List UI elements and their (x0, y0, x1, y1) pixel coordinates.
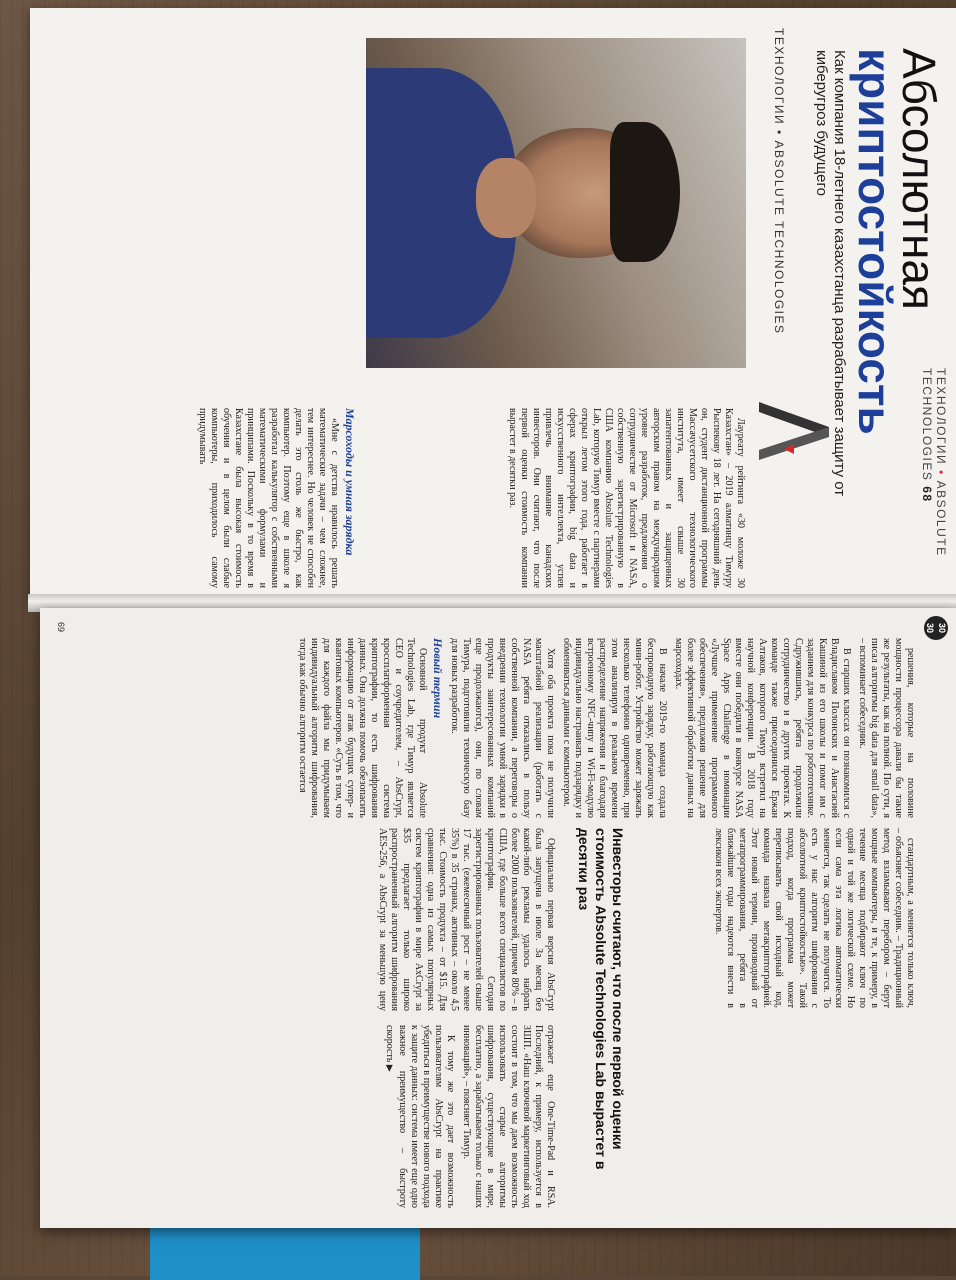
article-title-line1: Абсолютная (893, 48, 945, 310)
rating-badge: 30 30 (924, 616, 948, 640)
quote-paragraph: «Мне с детства нравилось решать математические задачи – чем сложнее, тем интереснее. Но человек не способен делать это столь же быстро, как компьютер. Поэтому еще в школе я разработал калькулятор с собственными математическими формулами и принципами. Поскольку в то время в Казахстане была высокая стоимость обучения и в целом были слабые компьютеры, приходилось самому придумывать (197, 408, 340, 588)
left-text-column (376, 408, 746, 588)
pull-headline: Инвесторы считают, что после первой оценки стоимость Absolute Technologies Lab вырастет в десятки раз (576, 828, 626, 1170)
header-company: ABSOLUTE TECHNOLOGIES (920, 368, 948, 557)
kicker-label: ТЕХНОЛОГИИ • ABSOLUTE TECHNOLOGIES (772, 28, 786, 335)
right-page-content (40, 608, 956, 1228)
section-subhead: Новый термин (431, 638, 445, 719)
left-page-content (30, 8, 956, 600)
article-subtitle: Как компания 18-летнего казахстанца разрабатывает защиту от киберугроз будущего (813, 50, 848, 497)
absolute-logo-icon (754, 392, 834, 462)
page-number: 68 (920, 486, 934, 503)
continue-arrow-icon: ▶ (385, 1064, 395, 1072)
header-section: ТЕХНОЛОГИИ (934, 368, 948, 466)
right-column-1: решения, которые на половине мощности процессора давали бы такие же результаты, как на полной. По сути, я писал алгоритмы big data для small data», – вспоминает собеседник. В старших классах он познакомился с Владиславом Полонских и Анастасией Кашиной из его школы и помог им с заданием для конкурса по робототехнике. Сдружившись, ребята продолжили сотрудничество и в других проектах. К команде также присоединился Ержан Алтаков, которого Тимур встретил на научной конференции. В 2018 году вместе они победили в конкурсе NASA Space Apps Challenge в номинации «Лучшее применение программного обеспечения», предложив решение для более эффективной обработки данных на марсоходах. В начале 2019-го команда создала беспроводную зарядку, работающую как мини-робот. Устройство может заряжать несколько телефонов одновременно, при этом анализируя в реальном времени распределение напряжения и благодаря встроенному NFC-чипу и Wi-Fi-модулю индивидуально настраивать подзарядку и обмениваться данными с компьютером. Хотя оба проекта пока не получили масштабной реализации (работать с NASA ребята отказались в пользу собственной компании, а переговоры о внедрении технологии умной зарядки в продукты заинтересованных компаний еще продолжаются), они, по словам Тимура, подготовили техническую базу для новых разработок. Новый термин Основной продукт Absolute Technologies Lab, где Тимур является CEO и соучредителем, – AbsCrypt, кроссплатформенная система криптографии, то есть шифрования данных. Она должна помочь обезопасить информацию от атак будущих супер- и квантовых компьютеров. «Суть в том, что для каждого файла мы придумываем индивидуальный алгоритм шифрования, тогда как обычно алгоритм остается (297, 638, 916, 818)
left-page (30, 8, 956, 600)
section-subhead: Марсоходы и умная зарядка (343, 408, 357, 556)
intro-paragraph: Лауреату рейтинга «30 моложе 30 Казахстан» – 2019 алматинцу Тимуру Рыспекову 18 лет. На сегодняшний день он, студент дистанционной программы Массачусетского технологического института, имеет свыше 30 запатентованных и защищенных авторским правом на международном уровне разработок, предложения о сотрудничестве от Microsoft и NASA, собственную зарегистрированную в США компанию Absolute Technologies Lab, которую Тимур вместе с партнерами открыл летом этого года, работает в сферах криптографии, big data и искусственного интеллекта, успев привлечь внимание канадских инвесторов. Они считают, что после первой оценки стоимость компании вырастет в десятки раз. (507, 408, 746, 588)
portrait-photo (366, 38, 746, 368)
right-column-2: стандартным, а меняется только ключ, – объясняет собеседник. – Традиционный метод взламывают перебором – берут мощные компьютеры, и те, к примеру, в течение месяца подбирают ключ по одной и той же логической схеме. Но если сама эта логика автоматически меняется, так сделать не получится. То есть у нас алгоритм шифрования с абсолютной криптостойкостью». Такой подход, когда программа может переписывать свой исходный код, команда назвала метакриптографией. Этот новый термин, производный от метапрограммирования, ребята в ближайшие годы надеются внести в лексикон всех экспертов. (713, 828, 916, 1008)
right-column-3: Официально первая версия AbsCrypt была запущена в июле. За месяц без какой-либо рекламы удалось набрать более 2000 пользователей, причем 80% – в США, где больше всего специалистов по криптографии. Сегодня зарегистрированных пользователей свыше 17 тыс. (ежемесячный рост – не менее 35%) в 35 странах, активных – около 4,5 тыс. Стоимость продукта – от $15. Для сравнения: одна из самых популярных систем криптографии в мире AxCrypt за $35 предлагает только широко распространенный алгоритм шифрования AES-256, а AbsCrypt за меньшую цену отражает еще One-Time-Pad и RSA. Последний, к примеру, используется в ЗШП. «Наш ключевой маркетинговый ход состоит в том, что мы даем возможность использовать старые алгоритмы шифрования, существующие в мире, бесплатно, а зарабатываем только с наших инноваций», – поясняет Тимур. К тому же это дает возможность пользователям AbsCrypt на практике убедиться в преимуществе нового подхода к защите данных: система имеет еще одно важное преимущество – быстроту скорость ▶ (377, 828, 556, 1208)
right-page (40, 608, 956, 1228)
article-title-line2: криптостойкость (849, 48, 901, 435)
left-text-column-2 (40, 408, 360, 588)
page-number: 69 (56, 622, 66, 633)
page-header: ТЕХНОЛОГИИ • ABSOLUTE TECHNOLOGIES 68 (920, 368, 948, 557)
